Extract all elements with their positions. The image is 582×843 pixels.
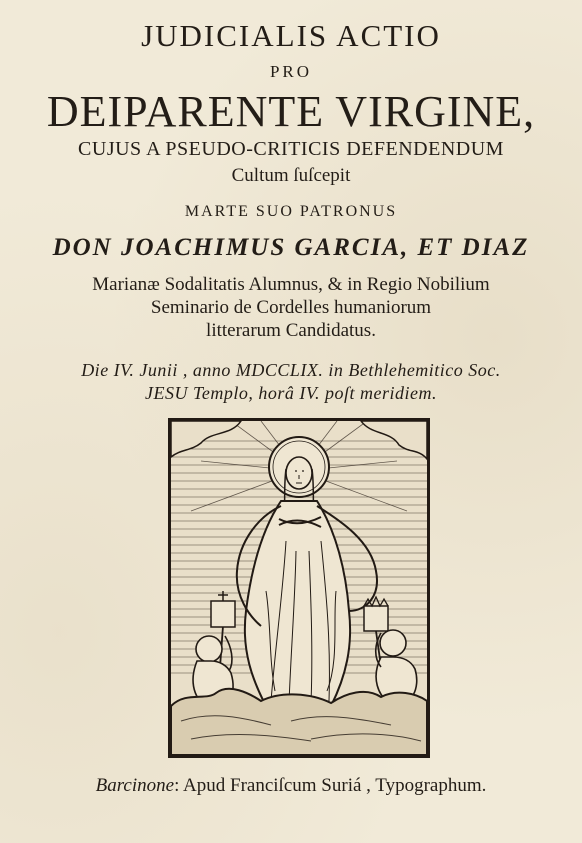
woodcut-drawing (171, 421, 427, 755)
title-line-judicialis: JUDICIALIS ACTIO (141, 18, 441, 53)
title-line-cujus: CUJUS A PSEUDO-CRITICIS DEFENDENDUM (78, 138, 504, 160)
event-line-2: JESU Templo, horâ IV. poſt meridiem. (145, 383, 437, 403)
imprint (0, 775, 582, 797)
bottom-clouds (171, 689, 427, 755)
virgin-head (286, 457, 312, 489)
defender-desc-3: litterarum Candidatus. (206, 320, 376, 341)
upper-right-cloud (361, 421, 427, 459)
title-line-pro: PRO (269, 62, 313, 81)
defender-intro: MARTE SUO PATRONUS (184, 203, 398, 220)
defender-desc-2: Seminario de Cordelles humaniorum (150, 297, 432, 318)
defender-desc-1: Marianæ Sodalitatis Alumnus, & in Regio Nobilium (92, 274, 490, 295)
imprint-printer: : Apud Franciſcum Suriá , Typographum. (174, 775, 487, 796)
title-line-deiparente: DEIPARENTE VIRGINE, (46, 87, 536, 136)
title-line-cultum: Cultum ſuſcepit (231, 165, 351, 186)
event-line-1: Die IV. Junii , anno MDCCLIX. in Bethlehemitico Soc. (81, 360, 501, 380)
defender-name: DON JOACHIMUS GARCIA, ET DIAZ (52, 234, 530, 261)
virgin-robe (245, 501, 350, 706)
imprint-place: Barcinone (95, 775, 175, 796)
virgin-woodcut-illustration (168, 418, 430, 758)
upper-left-cloud (171, 421, 241, 457)
